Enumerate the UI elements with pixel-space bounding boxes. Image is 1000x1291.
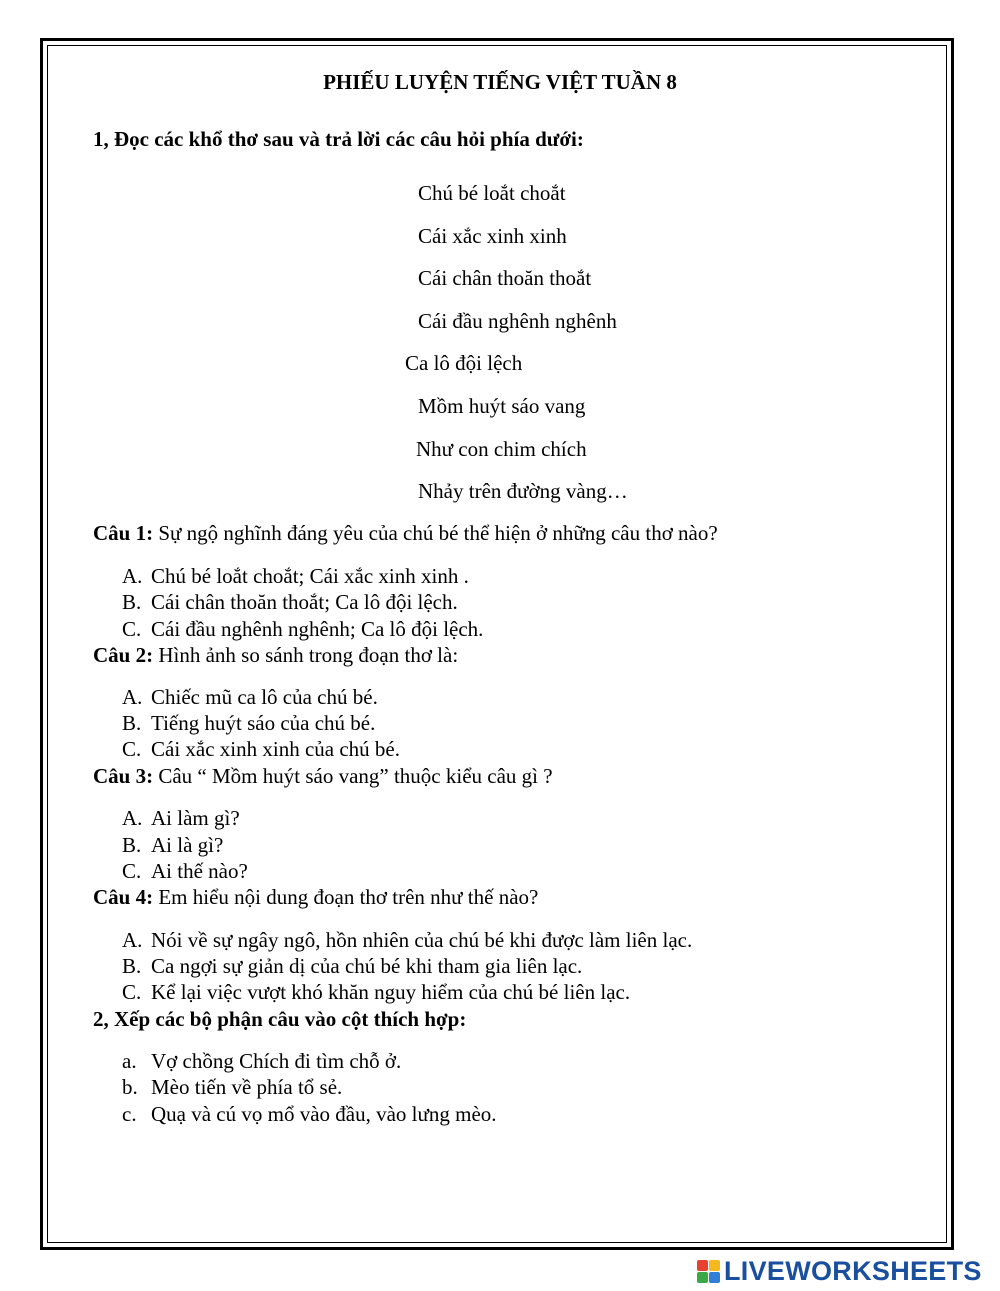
- item-text: Mèo tiến về phía tổ sẻ.: [151, 1075, 343, 1099]
- poem-line: Mồm huýt sáo vang: [418, 394, 586, 418]
- option-text: Ai là gì?: [151, 833, 224, 857]
- logo-square: [709, 1260, 720, 1271]
- question-4: [93, 885, 538, 910]
- poem-line: Cái chân thoăn thoắt: [418, 266, 592, 290]
- item-text: Vợ chồng Chích đi tìm chỗ ở.: [151, 1049, 402, 1073]
- logo-square: [697, 1260, 708, 1271]
- option: [122, 980, 630, 1005]
- question-3: [93, 764, 553, 789]
- item-letter: c.: [122, 1102, 137, 1126]
- option-letter: B.: [122, 711, 142, 735]
- option-text: Ca ngợi sự giản dị của chú bé khi tham gia liên lạc.: [151, 954, 583, 978]
- list-item: [122, 1102, 497, 1127]
- question-label: Câu 2:: [93, 643, 154, 667]
- logo-square: [697, 1272, 708, 1283]
- option: [122, 737, 400, 762]
- poem-line: Ca lô đội lệch: [405, 351, 523, 375]
- option-text: Kể lại việc vượt khó khăn nguy hiểm của chú bé liên lạc.: [151, 980, 631, 1004]
- question-text: Câu “ Mồm huýt sáo vang” thuộc kiểu câu gì ?: [153, 764, 553, 788]
- option-text: Nói về sự ngây ngô, hồn nhiên của chú bé khi được làm liên lạc.: [151, 928, 693, 952]
- option-text: Tiếng huýt sáo của chú bé.: [151, 711, 376, 735]
- option: [122, 685, 378, 710]
- option: [122, 833, 223, 858]
- option-letter: A.: [122, 685, 143, 709]
- logo-squares-icon: [697, 1260, 720, 1283]
- liveworksheets-logo: [697, 1256, 982, 1286]
- option-text: Chú bé loắt choắt; Cái xắc xinh xinh .: [151, 564, 469, 588]
- question-label: Câu 3:: [93, 764, 154, 788]
- page-title: PHIẾU LUYỆN TIẾNG VIỆT TUẦN 8: [323, 70, 677, 94]
- option-letter: A.: [122, 928, 143, 952]
- option: [122, 711, 375, 736]
- option-text: Cái đầu nghênh nghênh; Ca lô đội lệch.: [151, 617, 484, 641]
- item-letter: b.: [122, 1075, 138, 1099]
- question-2: [93, 643, 458, 668]
- logo-square: [709, 1272, 720, 1283]
- item-text: Quạ và cú vọ mổ vào đầu, vào lưng mèo.: [151, 1102, 497, 1126]
- option-text: Cái xắc xinh xinh của chú bé.: [151, 737, 401, 761]
- list-item: [122, 1049, 401, 1074]
- option-letter: C.: [122, 617, 142, 641]
- option: [122, 806, 240, 831]
- option-letter: A.: [122, 806, 143, 830]
- option: [122, 928, 692, 953]
- option: [122, 564, 469, 589]
- poem-line: Chú bé loắt choắt: [418, 181, 566, 205]
- item-letter: a.: [122, 1049, 137, 1073]
- section1-heading: 1, Đọc các khổ thơ sau và trả lời các câu hỏi phía dưới:: [93, 127, 584, 151]
- option-letter: B.: [122, 954, 142, 978]
- question-1: [93, 521, 718, 546]
- option-text: Ai thế nào?: [151, 859, 248, 883]
- option-letter: A.: [122, 564, 143, 588]
- option: [122, 859, 248, 884]
- option-letter: B.: [122, 590, 142, 614]
- question-text: Hình ảnh so sánh trong đoạn thơ là:: [153, 643, 459, 667]
- option-text: Cái chân thoăn thoắt; Ca lô đội lệch.: [151, 590, 458, 614]
- option-letter: C.: [122, 737, 142, 761]
- poem-line: Cái đầu nghênh nghênh: [418, 309, 617, 333]
- option-letter: C.: [122, 859, 142, 883]
- list-item: [122, 1075, 342, 1100]
- option-letter: B.: [122, 833, 142, 857]
- section2-heading: 2, Xếp các bộ phận câu vào cột thích hợp:: [93, 1007, 467, 1031]
- option-text: Ai làm gì?: [151, 806, 240, 830]
- brand-name: LIVEWORKSHEETS: [724, 1255, 982, 1286]
- poem-line: Nhảy trên đường vàng…: [418, 479, 628, 503]
- poem-line: Cái xắc xinh xinh: [418, 224, 567, 248]
- question-label: Câu 1:: [93, 521, 154, 545]
- question-text: Em hiểu nội dung đoạn thơ trên như thế nào?: [153, 885, 539, 909]
- option: [122, 954, 582, 979]
- option: [122, 617, 483, 642]
- question-text: Sự ngộ nghĩnh đáng yêu của chú bé thể hiện ở những câu thơ nào?: [153, 521, 718, 545]
- question-label: Câu 4:: [93, 885, 154, 909]
- option: [122, 590, 458, 615]
- option-letter: C.: [122, 980, 142, 1004]
- option-text: Chiếc mũ ca lô của chú bé.: [151, 685, 378, 709]
- poem-line: Như con chim chích: [416, 437, 587, 461]
